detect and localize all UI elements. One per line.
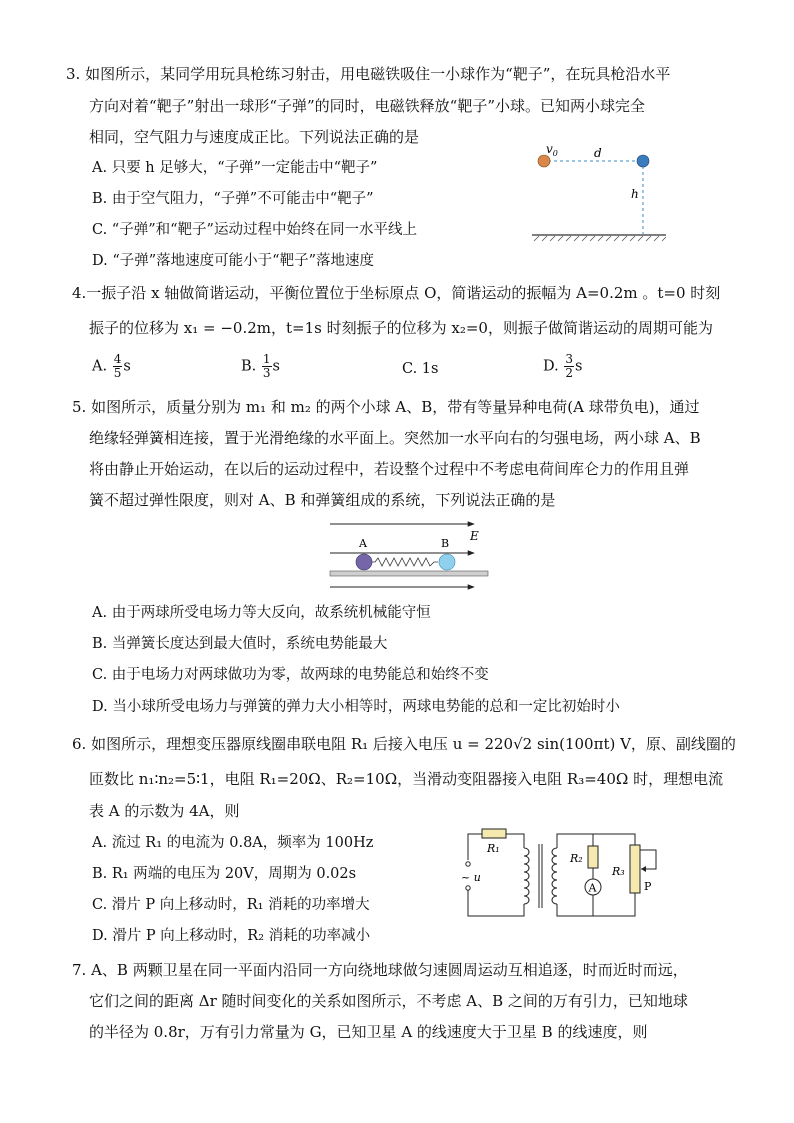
q4-option-a: [92, 353, 131, 380]
q4-option-a-fraction: $\frac{4}{5}$: [113, 352, 122, 380]
q7-stem-line-2: 它们之间的距离 Δr 随时间变化的关系如图所示，不考虑 A、B 之间的万有引力，已知地球: [89, 992, 688, 1010]
slider-arrow: [641, 866, 646, 872]
q4-stem-line-1: 4.一振子沿 x 轴做简谐运动，平衡位置位于坐标原点 O，简谐运动的振幅为 A=0.2m 。t=0 时刻: [72, 284, 721, 302]
q3-option-d: D. “子弹”落地速度可能小于“靶子”落地速度: [92, 253, 374, 269]
v0-label: $v_0$: [546, 142, 558, 158]
ball-a: [356, 554, 372, 570]
q5-option-a: A. 由于两球所受电场力等大反向，故系统机械能守恒: [92, 605, 431, 621]
ball-b: [439, 554, 455, 570]
surface: [330, 571, 488, 576]
spring: [372, 558, 438, 566]
q5-figure: [318, 515, 493, 597]
r3-label: R₃: [612, 865, 625, 878]
q4-option-b: [241, 353, 280, 380]
q6-stem-line-3: 表 A 的示数为 4A，则: [89, 802, 240, 820]
resistor-r1: [482, 829, 506, 838]
q4-option-b-label: B.: [241, 358, 257, 375]
q4-option-a-unit: s: [123, 358, 131, 375]
target-ball: [637, 155, 649, 167]
q3-stem-line-3: 相同，空气阻力与速度成正比。下列说法正确的是: [89, 128, 420, 146]
q5-option-d: D. 当小球所受电场力与弹簧的弹力大小相等时，两球电势能的总和一定比初始时小: [92, 699, 620, 715]
source-label: ~ u: [461, 871, 481, 884]
d-label: d: [594, 146, 602, 160]
q5-option-c: C. 由于电场力对两球做功为零，故两球的电势能总和始终不变: [92, 667, 489, 683]
slider-p-label: P: [644, 880, 652, 893]
ground-hatch: [534, 236, 666, 241]
resistor-r2: [588, 846, 598, 868]
q6-option-b: B. R₁ 两端的电压为 20V，周期为 0.02s: [92, 866, 357, 882]
q3-option-b: B. 由于空气阻力，“子弹”不可能击中“靶子”: [92, 191, 374, 207]
h-label: h: [631, 187, 639, 201]
q6-circuit: [460, 826, 665, 920]
q4-stem-line-2: 振子的位移为 x₁ = −0.2m，t=1s 时刻振子的位移为 x₂=0，则振子做简谐运动的周期可能为: [89, 319, 713, 337]
q3-option-c: C. “子弹”和“靶子”运动过程中始终在同一水平线上: [92, 222, 417, 238]
r1-label: R₁: [487, 842, 500, 855]
q4-option-d-fraction: $\frac{3}{2}$: [565, 352, 573, 380]
q4-option-d-unit: s: [574, 358, 583, 375]
q4-option-b-unit: s: [272, 358, 280, 375]
ammeter-label: A: [588, 881, 597, 895]
terminal-bottom: [466, 886, 470, 890]
q7-stem-line-3: 的半径为 0.8r，万有引力常量为 G，已知卫星 A 的线速度大于卫星 B 的线速度，则: [89, 1023, 648, 1041]
q4-option-d: [543, 353, 582, 380]
q6-option-c: C. 滑片 P 向上移动时，R₁ 消耗的功率增大: [92, 897, 370, 913]
field-e-label: E: [470, 529, 479, 543]
q5-stem-line-2: 绝缘轻弹簧相连接，置于光滑绝缘的水平面上。突然加一水平向右的匀强电场，两小球 A、B: [89, 429, 701, 447]
bullet-ball: [538, 155, 550, 167]
q3-stem-line-1: 3. 如图所示，某同学用玩具枪练习射击，用电磁铁吸住一小球作为“靶子”，在玩具枪沿水平: [66, 65, 671, 83]
q5-option-b: B. 当弹簧长度达到最大值时，系统电势能最大: [92, 636, 388, 652]
q6-stem-line-1: 6. 如图所示，理想变压器原线圈串联电阻 R₁ 后接入电压 u = 220√2 sin(100πt) V，原、副线圈的: [72, 735, 736, 753]
q3-figure: [528, 140, 668, 246]
q3-option-a: A. 只要 h 足够大，“子弹”一定能击中“靶子”: [92, 160, 378, 176]
q5-stem-line-4: 簧不超过弹性限度，则对 A、B 和弹簧组成的系统，下列说法正确的是: [89, 491, 556, 509]
q4-option-a-label: A.: [92, 358, 108, 375]
q7-stem-line-1: 7. A、B 两颗卫星在同一平面内沿同一方向绕地球做匀速圆周运动互相追逐，时而近时而远，: [72, 961, 688, 979]
q4-option-d-label: D.: [543, 358, 559, 375]
rheostat-r3: [630, 845, 640, 893]
q3-stem-line-2: 方向对着“靶子”射出一球形“子弹”的同时，电磁铁释放“靶子”小球。已知两小球完全: [89, 97, 646, 115]
r2-label: R₂: [570, 852, 583, 865]
terminal-top: [466, 862, 470, 866]
q6-option-a: A. 流过 R₁ 的电流为 0.8A，频率为 100Hz: [92, 835, 374, 851]
q4-option-c: C. 1s: [402, 361, 439, 377]
ball-b-label: B: [441, 537, 450, 550]
q6-stem-line-2: 匝数比 n₁∶n₂=5∶1，电阻 R₁=20Ω、R₂=10Ω，当滑动变阻器接入电阻 R₃=40Ω 时，理想电流: [89, 770, 724, 788]
ball-a-label: A: [359, 537, 367, 550]
q5-stem-line-3: 将由静止开始运动，在以后的运动过程中，若设整个过程中不考虑电荷间库仑力的作用且弹: [89, 460, 690, 478]
q5-stem-line-1: 5. 如图所示，质量分别为 m₁ 和 m₂ 的两个小球 A、B，带有等量异种电荷(A 球带负电)，通过: [72, 398, 700, 416]
q6-option-d: D. 滑片 P 向上移动时，R₂ 消耗的功率减小: [92, 928, 371, 944]
q4-option-b-fraction: $\frac{1}{3}$: [262, 352, 271, 380]
